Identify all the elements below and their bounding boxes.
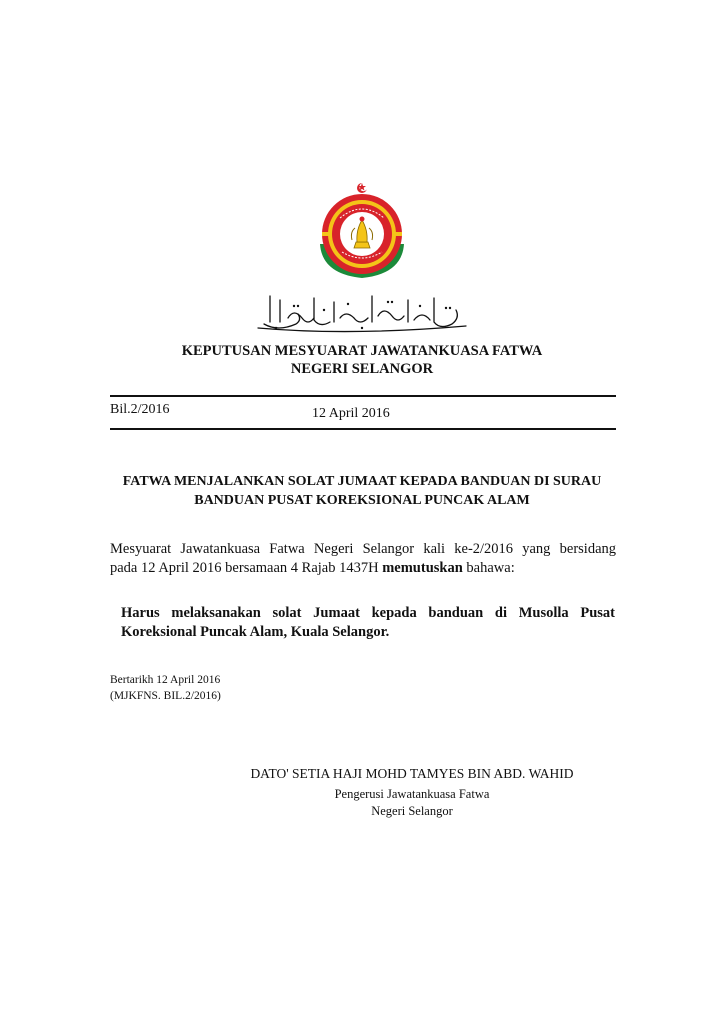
signatory-position-line1: Pengerusi Jawatankuasa Fatwa xyxy=(334,787,490,801)
signatory-name: DATO' SETIA HAJI MOHD TAMYES BIN ABD. WAHID xyxy=(250,766,574,781)
decision-line2: Koreksional Puncak Alam, Kuala Selangor. xyxy=(121,624,390,640)
fatwa-heading-line1: FATWA MENJALANKAN SOLAT JUMAAT KEPADA BANDUAN DI SURAU xyxy=(122,474,602,489)
dated-text: Bertarikh 12 April 2016 xyxy=(110,674,221,686)
body-line2-prefix: pada 12 April 2016 bersamaan 4 Rajab 1437H xyxy=(110,560,383,576)
body-paragraph-line2 xyxy=(110,559,616,578)
reference-code: (MJKFNS. BIL.2/2016) xyxy=(110,690,221,702)
document-title-line2: NEGERI SELANGOR xyxy=(290,361,434,377)
document-title-line1: KEPUTUSAN MESYUARAT JAWATANKUASA FATWA xyxy=(181,343,543,359)
fatwa-heading-line2: BANDUAN PUSAT KOREKSIONAL PUNCAK ALAM xyxy=(194,493,530,508)
body-paragraph-line1: Mesyuarat Jawatankuasa Fatwa Negeri Selangor kali ke-2/2016 yang bersidang xyxy=(110,541,616,557)
body-decided-word: memutuskan xyxy=(382,560,463,576)
bil-number: Bil.2/2016 xyxy=(110,402,170,417)
divider-bottom xyxy=(110,428,616,430)
meeting-date: 12 April 2016 xyxy=(312,406,390,421)
signatory-position-line2: Negeri Selangor xyxy=(371,804,453,818)
selangor-seal-logo xyxy=(312,182,412,282)
jawi-logotype xyxy=(250,288,474,336)
body-line2-suffix: bahawa: xyxy=(462,560,515,576)
divider-top xyxy=(110,395,616,397)
decision-line1: Harus melaksanakan solat Jumaat kepada banduan di Musolla Pusat xyxy=(121,605,615,621)
crescent-star-icon xyxy=(357,183,368,193)
